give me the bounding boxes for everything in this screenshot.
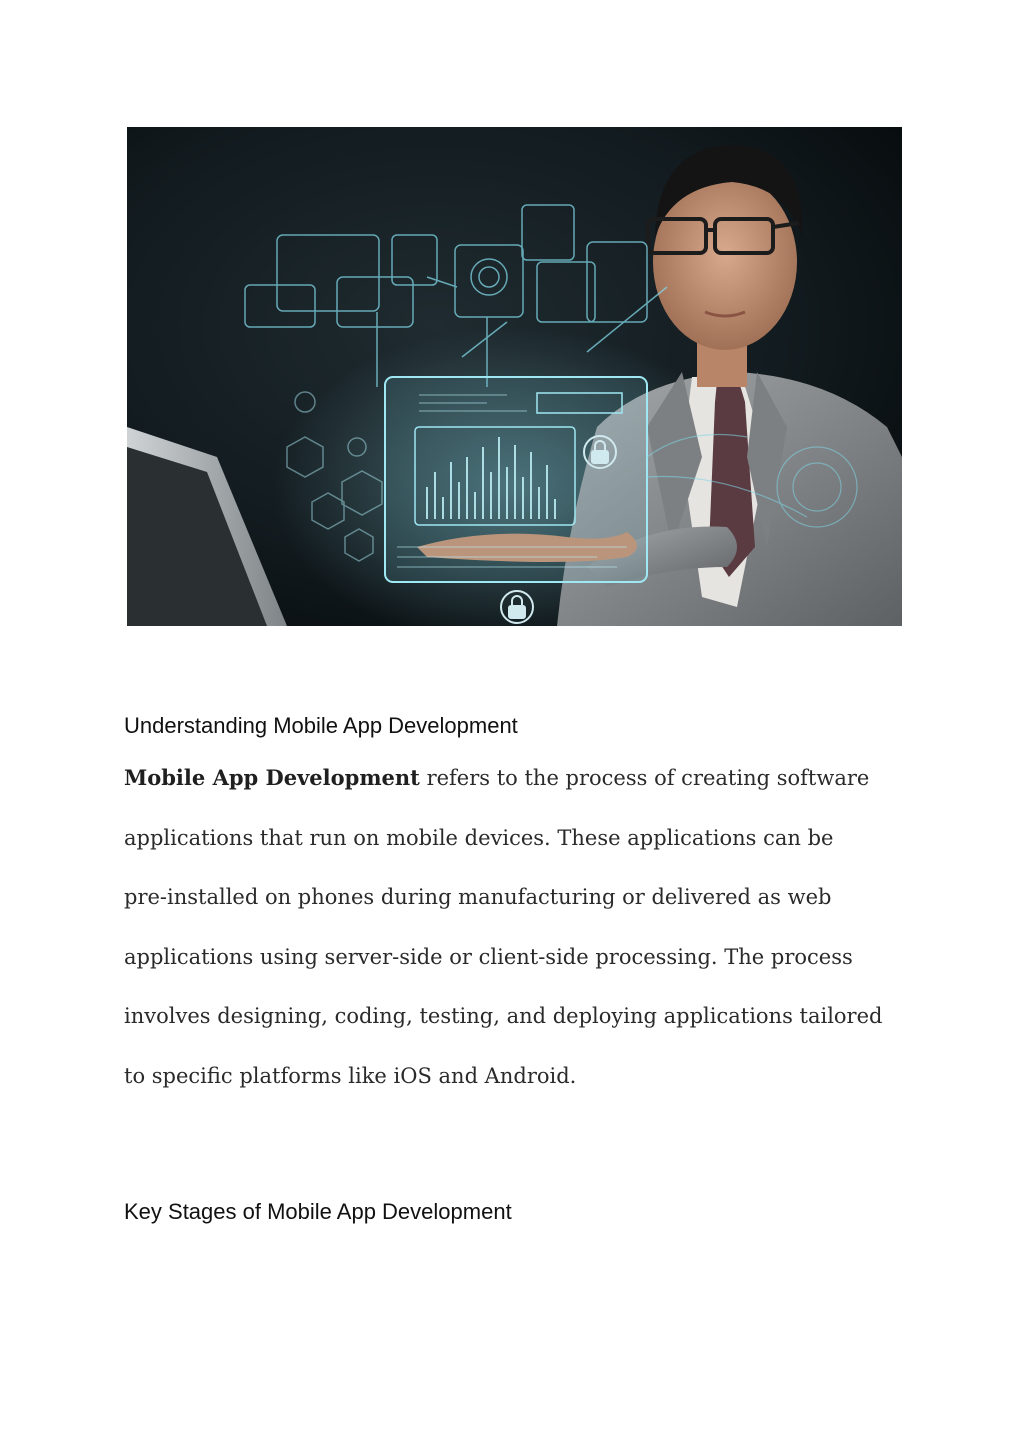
paragraph-line-5: involves designing, coding, testing, and deploying applications tailored [124, 1004, 883, 1029]
paragraph-line-2: applications that run on mobile devices. These applications can be [124, 825, 834, 850]
paragraph-line-1-text: refers to the process of creating software [419, 766, 870, 790]
hero-image [127, 127, 902, 626]
lead-term: Mobile App Development [124, 765, 420, 790]
paragraph-line-3: pre-installed on phones during manufacturing or delivered as web [124, 885, 832, 910]
intro-paragraph [124, 758, 904, 1116]
section-heading-key-stages: Key Stages of Mobile App Development [124, 1199, 512, 1224]
paragraph-line-4: applications using server-side or client-side processing. The process [124, 944, 853, 969]
paragraph-line-6: to specific platforms like iOS and Android. [124, 1063, 577, 1088]
businessman-hologram-illustration [127, 127, 902, 626]
section-heading-understanding: Understanding Mobile App Development [124, 713, 518, 738]
paragraph-line-1 [124, 758, 904, 818]
